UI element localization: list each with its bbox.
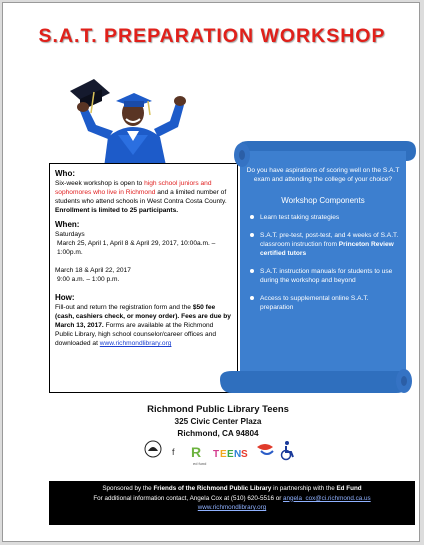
components-list [243,213,403,312]
friends-logo [171,443,185,459]
how-text-2: Forms are available at the Richmond Public Library, high school counselor/career offices and downloaded at [55,322,217,347]
bullet-icon [250,296,254,300]
when-time-2: 9:00 a.m. – 1:00 p.m. [57,276,120,283]
components-text [243,166,403,321]
who-text [55,179,232,215]
svg-text:E: E [220,449,227,460]
teens-logo [213,449,248,460]
flyer-title: S.A.T. PREPARATION WORKSHOP [38,25,386,47]
svg-text:T: T [213,449,220,460]
ed-fund-name: Ed Fund [336,485,362,492]
who-text-1: Six-week workshop is open to [55,180,145,187]
library-link[interactable]: www.richmondlibrary.org [99,340,172,347]
enrollment-note: Enrollment is limited to 25 participants. [55,207,179,214]
footer-text: in partnership with the [271,485,337,492]
bullet-icon [250,233,254,237]
city-seal-logo [145,441,161,457]
svg-text:N: N [234,449,242,460]
flyer-page [2,2,420,542]
footer-line-3 [49,503,415,513]
ed-fund-logo [191,444,206,466]
when-heading: When: [55,220,80,229]
contact-email-link[interactable]: angela_cox@ci.richmond.ca.us [283,494,371,502]
friends-name: Friends of the Richmond Public Library [153,485,272,492]
footer-text: Sponsored by the [102,485,154,492]
svg-text:E: E [227,449,234,460]
footer-line-2 [49,494,415,504]
how-text [55,303,232,348]
component-text: Access to supplemental online S.A.T. preparation [260,295,369,311]
city-address: Richmond, CA 94804 [177,429,259,438]
who-highlight: high school juniors and sophomores who live in Richmond [55,180,212,196]
library-logo [257,444,273,454]
fee-note: $50 fee (cash, cashiers check, or money order). Fees are due by March 13, 2017. [55,304,231,329]
bullet-icon [250,269,254,273]
graduate-photo [58,75,208,175]
when-dates-2: March 18 & April 22, 2017 [55,267,131,274]
svg-text:S: S [241,449,248,460]
svg-text:f: f [172,447,175,457]
component-item [243,267,403,285]
footer-line-1 [49,484,415,494]
svg-text:R: R [191,444,202,460]
footer-website-link[interactable]: www.richmondlibrary.org [197,504,267,511]
svg-text:ed fund: ed fund [193,461,207,466]
components-heading: Workshop Components [281,196,365,205]
component-item [243,231,403,258]
component-text: S.A.T. instruction manuals for students to use during the workshop and beyond [260,268,393,284]
info-box [49,163,238,393]
library-name: Richmond Public Library Teens [147,404,289,415]
component-text: S.A.T. pre-test, post-test, and 4 weeks of S.A.T. classroom instruction from [260,232,399,248]
when-dates-1: March 25, April 1, April 8 & April 29, 2017, 10:00a.m. – 1:00p.m. [57,240,216,256]
sponsor-logos [143,435,343,469]
accessibility-icon [282,441,294,460]
component-item [243,213,403,222]
component-bold: Princeton Review certified tutors [260,241,394,257]
when-day: Saturdays [55,231,85,238]
footer-text: For additional information contact, Angela Cox at (510) 620-5516 or [93,494,284,502]
street-address: 325 Civic Center Plaza [174,417,262,426]
scroll-intro: Do you have aspirations of scoring well on the S.A.T exam and attending the college of your choice? [246,167,400,183]
how-text-1: Fill-out and return the registration form and the [55,304,193,311]
component-item [243,294,403,312]
sponsor-footer [49,481,415,525]
bullet-icon [250,215,254,219]
component-text: Learn test taking strategies [260,214,340,221]
how-heading: How: [55,293,75,302]
who-text-2: and a limited number of students who attend schools in West Contra Costa County. [55,189,227,205]
who-heading: Who: [55,169,75,178]
